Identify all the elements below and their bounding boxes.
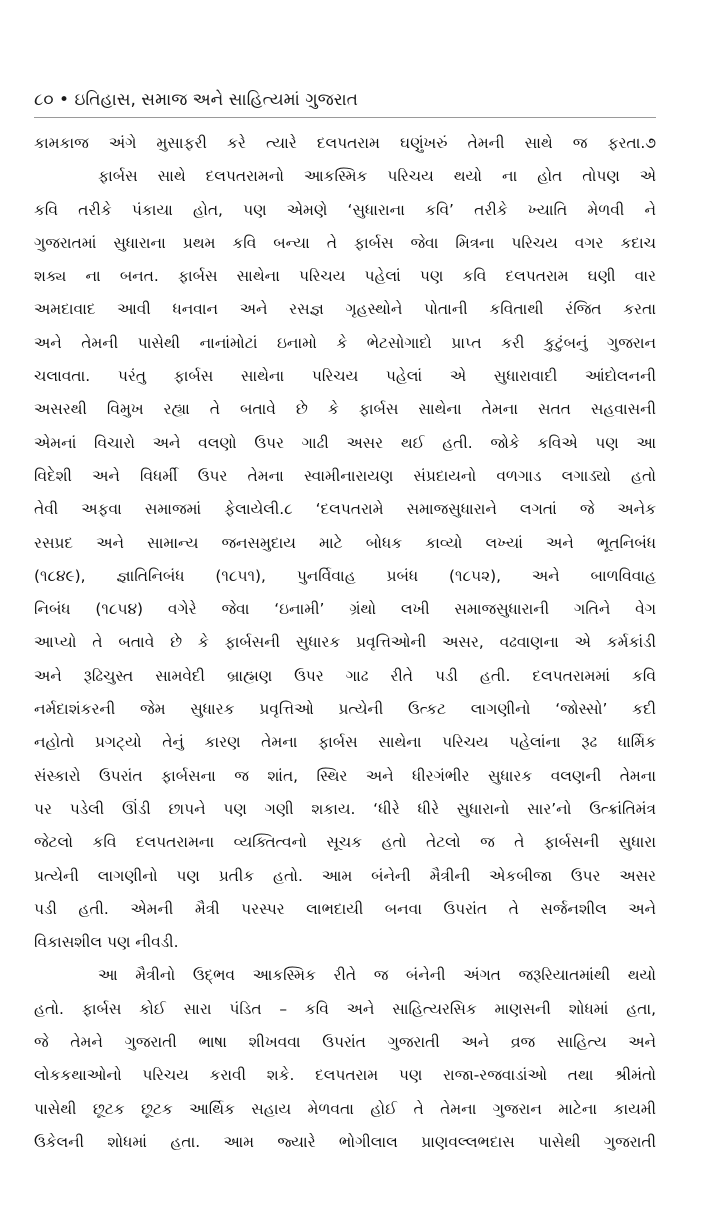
text-line: ઉકેલની શોધમાં હતા. આમ જ્યારે ભોગીલાલ પ્રાણવલ્લભદાસ પાસેથી ગુજરાતી [34, 1132, 656, 1151]
running-title: ઇતિહાસ, સમાજ અને સાહિત્યમાં ગુજરાત [74, 90, 358, 110]
text-line: પાસેથી છૂટક છૂટક આર્થિક સહાય મેળવતા હોઈ તે તેમના ગુજરાન માટેના કાયમી [34, 1099, 656, 1118]
text-line: જેટલો કવિ દલપતરામના વ્યક્તિત્વનો સૂચક હતો તેટલો જ તે ફાર્બસની સુધારા [34, 833, 656, 852]
text-line: એમનાં વિચારો અને વલણો ઉપર ગાઢી અસર થઈ હતી. જોકે કવિએ પણ આ [34, 433, 656, 452]
text-line: નિબંધ (૧૮૫૪) વગેરે જેવા ‘ઇનામી’ ગ્રંથો લખી સમાજસુધારાની ગતિને વેગ [34, 600, 656, 619]
text-line: હતો. ફાર્બસ કોઈ સારા પંડિત – કવિ અને સાહિત્યરસિક માણસની શોધમાં હતા, [34, 999, 656, 1018]
text-line: ચલાવતા. પરંતુ ફાર્બસ સાથેના પરિચય પહેલાં એ સુધારાવાદી આંદોલનની [34, 367, 656, 386]
text-line: રસપ્રદ અને સામાન્ય જનસમુદાય માટે બોધક કાવ્યો લખ્યાં અને ભૂતનિબંધ [34, 533, 656, 552]
text-line: લોકકથાઓનો પરિચય કરાવી શકે. દલપતરામ પણ રાજા-રજવાડાંઓ તથા શ્રીમંતો [34, 1066, 656, 1085]
text-line: અને તેમની પાસેથી નાનાંમોટાં ઇનામો કે ભેટસોગાદો પ્રાપ્ત કરી કુટુંબનું ગુજરાન [34, 333, 656, 352]
text-line: અમદાવાદ આવી ધનવાન અને રસજ્ઞ ગૃહસ્થોને પોતાની કવિતાથી રંજિત કરતા [34, 300, 656, 319]
text-line: અને રૂઢિચુસ્ત સામવેદી બ્રાહ્મણ ઉપર ગાઢ રીતે પડી હતી. દલપતરામમાં કવિ [34, 666, 656, 685]
text-line: શક્ય ના બનત. ફાર્બસ સાથેના પરિચય પહેલાં પણ કવિ દલપતરામ ઘણી વાર [34, 267, 656, 286]
text-line: ગુજરાતમાં સુધારાના પ્રથમ કવિ બન્યા તે ફાર્બસ જેવા મિત્રના પરિચય વગર કદાચ [34, 233, 656, 252]
text-line: પડી હતી. એમની મૈત્રી પરસ્પર લાભદાયી બનવા ઉપરાંત તે સર્જનશીલ અને [34, 899, 656, 918]
text-line: કામકાજ અંગે મુસાફરી કરે ત્યારે દલપતરામ ઘણુંખરું તેમની સાથે જ ફરતા.૭ [34, 134, 656, 152]
page-number: ૮૦ [34, 90, 54, 110]
body-text [34, 127, 656, 1159]
text-line: નહોતો પ્રગટ્યો તેનું કારણ તેમના ફાર્બસ સાથેના પરિચય પહેલાંના રૂઢ ધાર્મિક [34, 733, 656, 752]
text-line: સંસ્કારો ઉપરાંત ફાર્બસના જ શાંત, સ્થિર અને ધીરગંભીર સુધારક વલણની તેમના [34, 766, 656, 785]
text-line: અસરથી વિમુખ રહ્યા તે બતાવે છે કે ફાર્બસ સાથેના તેમના સતત સહવાસની [34, 400, 656, 419]
text-line: જે તેમને ગુજરાતી ભાષા શીખવવા ઉપરાંત ગુજરાતી અને વ્રજ સાહિત્ય અને [34, 1033, 656, 1052]
bullet-separator: • [59, 90, 75, 110]
running-header [34, 90, 674, 110]
text-line: આપ્યો તે બતાવે છે કે ફાર્બસની સુધારક પ્રવૃત્તિઓની અસર, વઢવાણના એ કર્મકાંડી [34, 633, 656, 652]
text-line: વિદેશી અને વિધર્મી ઉપર તેમના સ્વામીનારાયણ સંપ્રદાયનો વળગાડ લગાડ્યો હતો [34, 466, 656, 485]
text-line: ફાર્બસ સાથે દલપતરામનો આકસ્મિક પરિચય થયો ના હોત તોપણ એ [98, 167, 656, 186]
text-line: પ્રત્યેની લાગણીનો પણ પ્રતીક હતો. આમ બંનેની મૈત્રીની એકબીજા ઉપર અસર [34, 866, 656, 885]
text-line: વિકાસશીલ પણ નીવડી. [34, 933, 179, 952]
text-line: કવિ તરીકે પંકાયા હોત, પણ એમણે ‘સુધારાના કવિ’ તરીકે ખ્યાતિ મેળવી ને [34, 200, 656, 219]
header-rule [34, 117, 656, 118]
text-line: (૧૮૪૯), જ્ઞાતિનિબંધ (૧૮૫૧), પુનર્વિવાહ પ્રબંધ (૧૮૫૨), અને બાળવિવાહ [34, 566, 656, 585]
text-line: તેવી અફવા સમાજમાં ફેલાયેલી.૮ ‘દલપતરામે સમાજસુધારાને લગતાં જે અનેક [34, 500, 656, 519]
text-line: આ મૈત્રીનો ઉદ્ભવ આકસ્મિક રીતે જ બંનેની અંગત જરૂરિયાતમાંથી થયો [98, 966, 656, 985]
text-line: નર્મદાશંકરની જેમ સુધારક પ્રવૃત્તિઓ પ્રત્યેની ઉત્કટ લાગણીનો ‘જોસ્સો’ કદી [34, 700, 656, 719]
text-line: પર પડેલી ઊંડી છાપને પણ ગણી શકાય. ‘ધીરે ધીરે સુધારાનો સાર’નો ઉત્ક્રાંતિમંત્ર [34, 799, 656, 818]
